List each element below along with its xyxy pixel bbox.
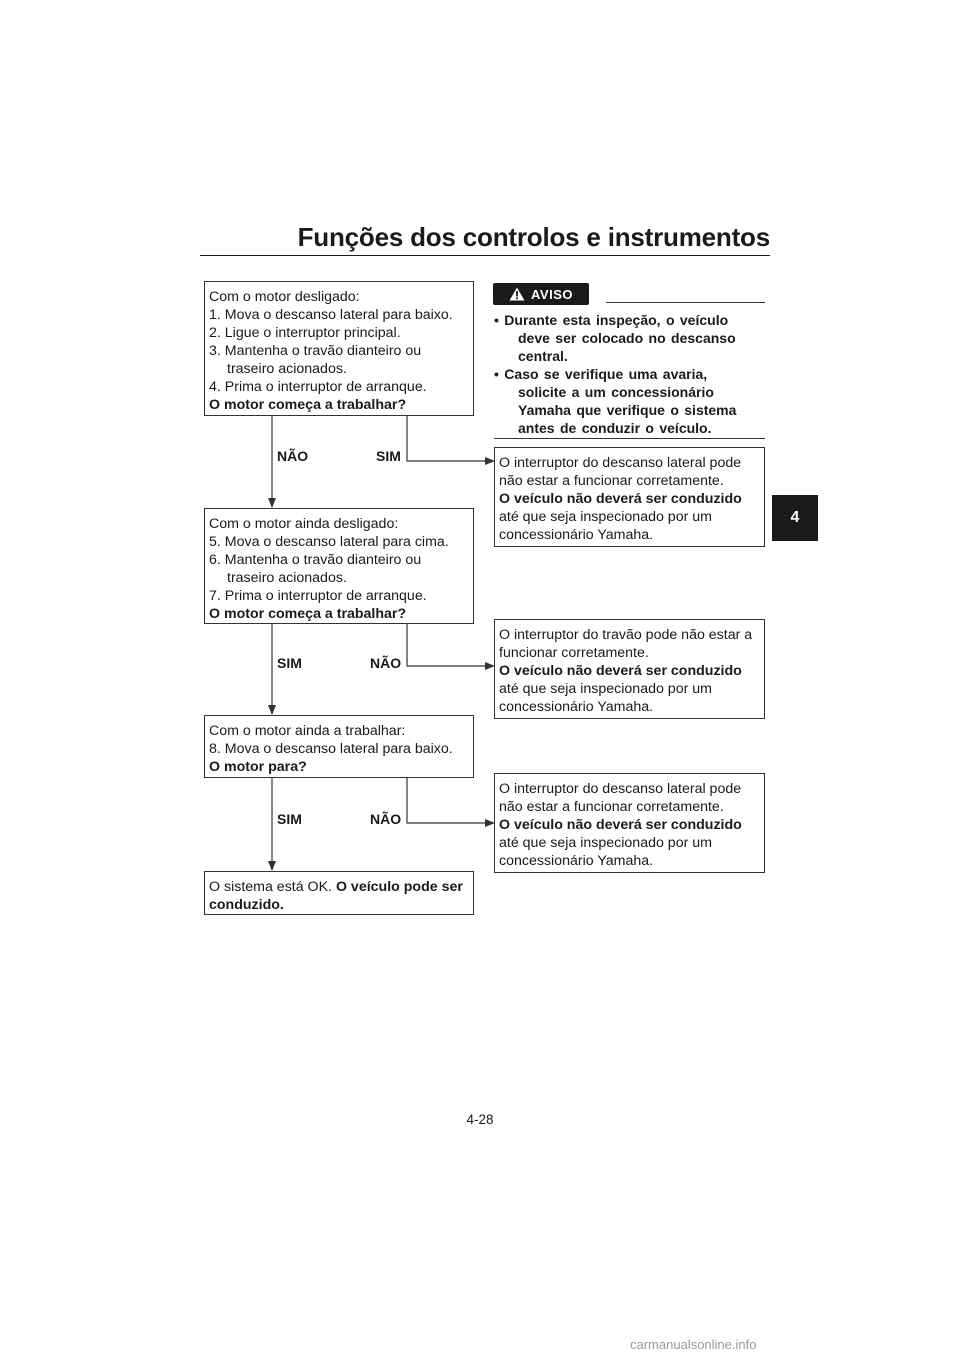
label-yes: SIM: [376, 448, 401, 464]
step-text: 3. Mantenha o travão dianteiro ou: [209, 343, 422, 359]
label-yes: SIM: [277, 655, 302, 671]
step-text: 7. Prima o interruptor de arranque.: [209, 588, 427, 604]
step-text: Com o motor ainda a trabalhar:: [209, 723, 406, 739]
connector-right-2: [407, 624, 487, 666]
step-text: 5. Mova o descanso lateral para cima.: [209, 534, 449, 550]
result-text: funcionar corretamente.: [499, 645, 649, 661]
result-text: não estar a funcionar corretamente.: [499, 799, 724, 815]
result-warning: O veículo não deverá ser conduzido: [499, 491, 742, 507]
connector-right-3: [407, 778, 487, 823]
step-text: 4. Prima o interruptor de arranque.: [209, 379, 427, 395]
result-box-2: [494, 619, 765, 719]
arrow-down-1: [268, 498, 276, 508]
step-question: O motor começa a trabalhar?: [209, 606, 407, 622]
step-text: 8. Mova o descanso lateral para baixo.: [209, 741, 453, 757]
final-bold: O veículo pode ser: [335, 879, 463, 895]
final-bold: conduzido.: [209, 897, 284, 913]
result-box-1: [494, 447, 765, 547]
flow-final: [204, 871, 474, 915]
step-text: 1. Mova o descanso lateral para baixo.: [209, 307, 453, 323]
step-question: O motor para?: [209, 759, 307, 775]
step-text: Com o motor desligado:: [209, 289, 360, 305]
watermark: carmanualsonline.info: [630, 1337, 757, 1352]
result-text: não estar a funcionar corretamente.: [499, 473, 724, 489]
aviso-line: • Caso se verifique uma avaria,: [494, 366, 708, 382]
chapter-tab: 4: [772, 495, 818, 541]
flow-step-1: [204, 281, 474, 416]
label-no: NÃO: [277, 448, 309, 464]
result-text: O interruptor do descanso lateral pode: [499, 781, 742, 797]
result-text: até que seja inspecionado por um: [499, 835, 712, 851]
result-warning: O veículo não deverá ser conduzido: [499, 663, 742, 679]
label-no: NÃO: [370, 811, 402, 827]
aviso-line: solicite a um concessionário: [518, 384, 714, 400]
final-text: O sistema está OK.: [209, 879, 336, 895]
aviso-line: central.: [518, 348, 568, 364]
result-text: concessionário Yamaha.: [499, 853, 654, 869]
aviso-label: AVISO: [531, 286, 573, 302]
result-text: concessionário Yamaha.: [499, 527, 654, 543]
result-box-3: [494, 773, 765, 873]
aviso-line: Yamaha que verifique o sistema: [518, 402, 737, 418]
step-text: 2. Ligue o interruptor principal.: [209, 325, 401, 341]
arrow-down-3: [268, 861, 276, 871]
aviso-line: antes de conduzir o veículo.: [518, 420, 712, 436]
page-number: 4-28: [466, 1112, 494, 1127]
label-yes: SIM: [277, 811, 302, 827]
aviso-line: • Durante esta inspeção, o veículo: [494, 312, 729, 328]
step-question: O motor começa a trabalhar?: [209, 397, 407, 413]
step-text: Com o motor ainda desligado:: [209, 516, 399, 532]
step-text: traseiro acionados.: [227, 570, 347, 586]
flow-step-2: [204, 508, 474, 624]
aviso-line: deve ser colocado no descanso: [518, 330, 736, 346]
step-text: traseiro acionados.: [227, 361, 347, 377]
connector-right-1: [407, 416, 487, 461]
result-text: O interruptor do descanso lateral pode: [499, 455, 742, 471]
step-text: 6. Mantenha o travão dianteiro ou: [209, 552, 422, 568]
result-text: concessionário Yamaha.: [499, 699, 654, 715]
page-title: Funções dos controlos e instrumentos: [297, 222, 770, 252]
result-text: O interruptor do travão pode não estar a: [499, 627, 753, 643]
arrow-down-2: [268, 705, 276, 715]
result-text: até que seja inspecionado por um: [499, 509, 712, 525]
label-no: NÃO: [370, 655, 402, 671]
flow-step-3: [204, 715, 474, 778]
result-text: até que seja inspecionado por um: [499, 681, 712, 697]
result-warning: O veículo não deverá ser conduzido: [499, 817, 742, 833]
